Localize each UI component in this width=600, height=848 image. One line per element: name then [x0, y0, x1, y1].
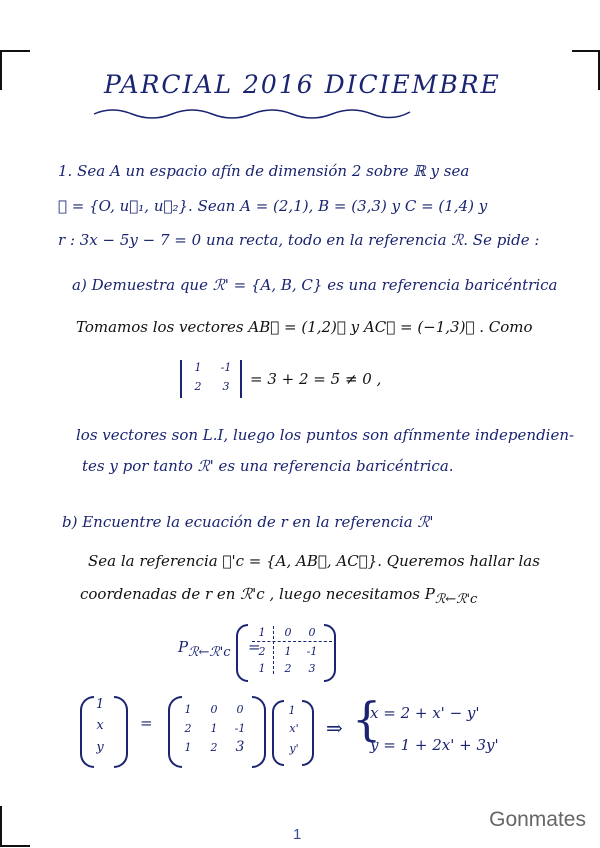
problem1-line2: ℛ = {O, u⃗₁, u⃗₂}. Sean A = (2,1), B = (3,3) y C = (1,4) y: [58, 197, 488, 215]
p-matrix-cell: 3: [308, 662, 316, 675]
determinant-left-bar: [180, 360, 182, 398]
result-y: y = 1 + 2x' + 3y': [370, 736, 499, 754]
mid-matrix-cell: 3: [235, 739, 245, 755]
rhs-vector-cell: y': [289, 742, 299, 755]
mid-matrix-cell: 0: [236, 703, 244, 716]
part-a-line1: Tomamos los vectores AB⃗ = (1,2)ℛ y AC⃗ = (−1,3)ℛ . Como: [76, 318, 533, 336]
mid-matrix-cell: -1: [234, 722, 246, 735]
mid-matrix-cell: 0: [210, 703, 218, 716]
brand-watermark: Gonmates: [489, 808, 586, 831]
page-number: 1: [293, 826, 302, 843]
system-equals: =: [140, 714, 153, 732]
part-a-line2: los vectores son L.I, luego los puntos son afínmente independien-: [76, 426, 575, 444]
p-matrix-cell: 2: [258, 645, 266, 658]
det-cell: 3: [222, 380, 230, 393]
corner-mark-bottom-left-h: [0, 845, 30, 847]
lhs-vector-cell: y: [96, 740, 104, 755]
corner-mark-top-left-v: [0, 50, 2, 90]
p-matrix-right-paren: [324, 624, 336, 682]
p-matrix-cell: 1: [258, 662, 266, 675]
corner-mark-bottom-left-v: [0, 806, 2, 846]
mid-matrix-cell: 2: [184, 722, 192, 735]
part-b-line2-subscript: ℛ←ℛ'c: [434, 592, 478, 607]
part-a-line3: tes y por tanto ℛ' es una referencia baricéntrica.: [82, 457, 454, 475]
rhs-vector-left-paren: [272, 700, 284, 766]
det-cell: 2: [194, 380, 202, 393]
det-cell: 1: [194, 361, 202, 374]
p-matrix-row-divider: [252, 641, 332, 642]
p-matrix-cell: 2: [284, 662, 292, 675]
p-matrix-label: [178, 638, 231, 660]
implies-arrow: ⇒: [326, 716, 343, 740]
p-matrix-cell: 1: [258, 626, 266, 639]
lhs-vector-cell: 1: [95, 697, 105, 712]
determinant-right-bar: [240, 360, 242, 398]
p-matrix-left-paren: [236, 624, 248, 682]
p-matrix-cell: 0: [308, 626, 316, 639]
problem1-line1: 1. Sea A un espacio afín de dimensión 2 sobre ℝ y sea: [58, 162, 470, 180]
p-matrix-cell: -1: [306, 645, 318, 658]
p-matrix-column-divider: [273, 626, 274, 674]
mid-matrix-cell: 2: [210, 741, 218, 754]
p-label: P: [178, 638, 189, 656]
page-title: PARCIAL 2016 DICIEMBRE: [104, 70, 501, 99]
part-b-line1: Sea la referencia ℛ'c = {A, AB⃗, AC⃗}. Queremos hallar las: [88, 552, 540, 570]
corner-mark-top-left-h: [0, 50, 30, 52]
part-b-line2-text: coordenadas de r en ℛ'c , luego necesitamos P: [80, 585, 435, 603]
part-b-heading: b) Encuentre la ecuación de r en la referencia ℛ': [62, 513, 434, 531]
title-underline: [92, 104, 412, 122]
result-x: x = 2 + x' − y': [370, 704, 480, 722]
lhs-vector-cell: x: [96, 718, 104, 733]
problem1-line3: r : 3x − 5y − 7 = 0 una recta, todo en la referencia ℛ. Se pide :: [58, 231, 540, 249]
part-a-heading: a) Demuestra que ℛ' = {A, B, C} es una referencia baricéntrica: [72, 276, 558, 294]
corner-mark-top-right-h: [572, 50, 600, 52]
det-cell: -1: [220, 361, 232, 374]
determinant-result: = 3 + 2 = 5 ≠ 0 ,: [250, 370, 382, 388]
p-label-subscript: ℛ←ℛ'c: [188, 645, 231, 660]
p-matrix-cell: 0: [284, 626, 292, 639]
rhs-vector-right-paren: [302, 700, 314, 766]
rhs-vector-cell: 1: [288, 704, 296, 717]
p-matrix-cell: 1: [284, 645, 292, 658]
system-brace: {: [352, 692, 382, 746]
rhs-vector-cell: x': [289, 722, 299, 735]
lhs-vector-right-paren: [114, 696, 128, 768]
mid-matrix-right-paren: [252, 696, 266, 768]
mid-matrix-cell: 1: [184, 703, 192, 716]
mid-matrix-cell: 1: [184, 741, 192, 754]
part-b-line2: [80, 585, 477, 607]
mid-matrix-cell: 1: [210, 722, 218, 735]
p-matrix-equals: =: [248, 638, 261, 656]
